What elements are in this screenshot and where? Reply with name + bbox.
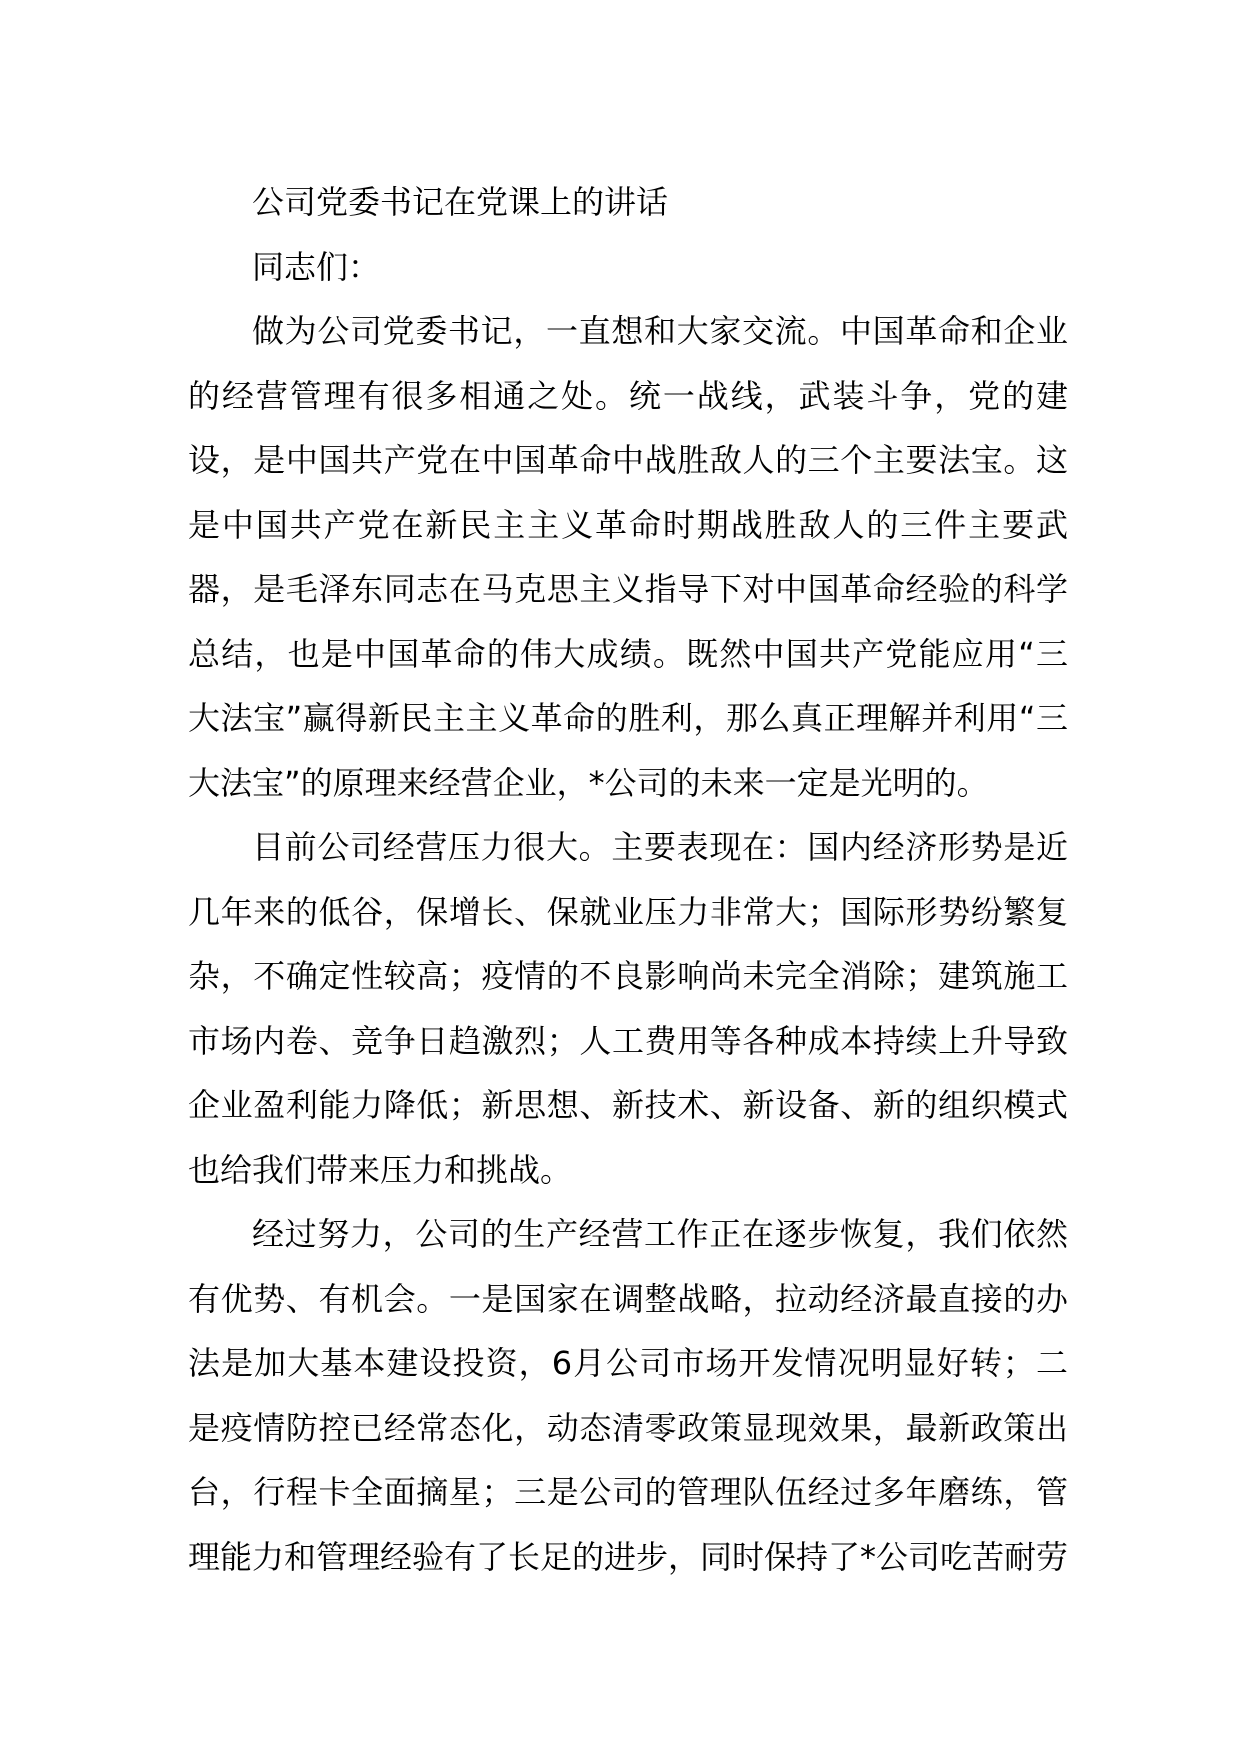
- paragraph-intro: 做为公司党委书记，一直想和大家交流。中国革命和企业的经营管理有很多相通之处。统一战线，武装斗争，党的建设，是中国共产党在中国革命中战胜敌人的三个主要法宝。这是中国共产党在新民主主义革命时期战胜敌人的三件主要武器，是毛泽东同志在马克思主义指导下对中国革命经验的科学总结，也是中国革命的伟大成绩。既然中国共产党能应用“三大法宝”赢得新民主主义革命的胜利，那么真正理解并利用“三大法宝”的原理来经营企业，*公司的未来一定是光明的。: [188, 312, 1068, 802]
- document-body: [188, 170, 1068, 1589]
- document-title: 公司党委书记在党课上的讲话: [252, 183, 669, 221]
- paragraph-advantages: 经过努力，公司的生产经营工作正在逐步恢复，我们依然有优势、有机会。一是国家在调整战略，拉动经济最直接的办法是加大基本建设投资，6月公司市场开发情况明显好转；二是疫情防控已经常态化，动态清零政策显现效果，最新政策出台，行程卡全面摘星；三是公司的管理队伍经过多年磨练，管理能力和管理经验有了长足的进步，同时保持了*公司吃苦耐劳: [188, 1215, 1069, 1576]
- paragraph-pressure: 目前公司经营压力很大。主要表现在：国内经济形势是近几年来的低谷，保增长、保就业压力非常大；国际形势纷繁复杂，不确定性较高；疫情的不良影响尚未完全消除；建筑施工市场内卷、竞争日趋激烈；人工费用等各种成本持续上升导致企业盈利能力降低；新思想、新技术、新设备、新的组织模式也给我们带来压力和挑战。: [188, 828, 1068, 1189]
- greeting: 同志们：: [252, 247, 381, 286]
